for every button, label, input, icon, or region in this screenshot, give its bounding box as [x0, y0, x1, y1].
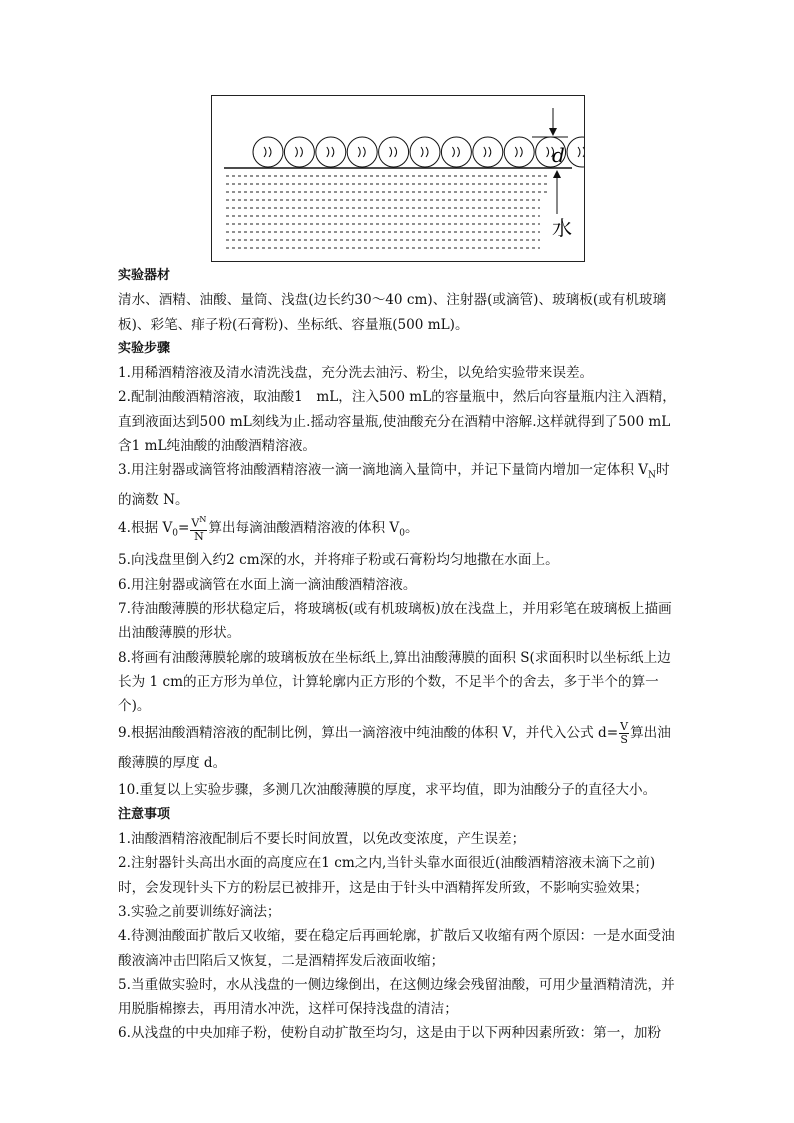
step-2: 2.配制油酸酒精溶液，取油酸1 mL，注入500 mL的容量瓶中，然后向容量瓶内注入酒精，直到液面达到500 mL刻线为止.摇动容量瓶,使油酸充分在酒精中溶解.这样就得到了500 mL含1 mL纯油酸的油酸酒精溶液。: [118, 389, 676, 455]
water-dashed-lines: [226, 176, 550, 248]
oil-molecule: [253, 137, 283, 167]
oil-molecule: [441, 137, 471, 167]
oil-molecule: [347, 137, 377, 167]
step-4-text-2: 算出每滴油酸酒精溶液的体积 V: [208, 519, 400, 536]
step-9-numerator: V: [620, 720, 629, 734]
up-arrow-head: [553, 170, 561, 178]
thickness-label-d: d: [552, 143, 565, 167]
step-9-fraction: [619, 721, 629, 746]
water-label: 水: [552, 216, 572, 240]
note-6: 6.从浅盘的中央加痱子粉，使粉自动扩散至均匀，这是由于以下两种因素所致：第一，加粉: [118, 1025, 662, 1042]
steps-heading: 实验步骤: [118, 340, 171, 356]
oil-molecule: [410, 137, 440, 167]
oil-film-diagram: [211, 95, 585, 262]
document-body: [118, 264, 678, 1046]
step-3-subscript: N: [648, 471, 656, 482]
step-4-text-end: 。: [404, 519, 419, 536]
step-4-equals: =: [178, 519, 190, 536]
note-2: 2.注射器针头高出水面的高度应在1 cm之内,当针头靠水面很近(油酸酒精溶液未滴下之前)时，会发现针头下方的粉层已被排开，这是由于针头中酒精挥发所致，不影响实验效果；: [118, 855, 656, 896]
step-4-denominator: N: [194, 529, 204, 543]
oil-molecule: [567, 137, 584, 167]
step-4-fraction: [190, 514, 207, 543]
oil-molecules: [253, 137, 584, 167]
step-9-text-end: 算出油酸薄膜的厚度 d。: [118, 725, 671, 772]
notes-heading: 注意事项: [118, 806, 171, 822]
step-9: [118, 718, 678, 778]
note-3: 3.实验之前要训练好滴法；: [118, 903, 281, 920]
oil-molecule: [284, 137, 314, 167]
step-4: [118, 513, 678, 549]
oil-molecule: [473, 137, 503, 167]
step-9-denominator: S: [620, 733, 628, 747]
step-4-subscript-2: 0: [399, 528, 405, 539]
step-6: 6.用注射器或滴管在水面上滴一滴油酸酒精溶液。: [118, 576, 417, 593]
step-10: 10.重复以上实验步骤，多测几次油酸薄膜的厚度，求平均值，即为油酸分子的直径大小。: [118, 782, 657, 799]
oil-molecule: [316, 137, 346, 167]
materials-heading: 实验器材: [118, 268, 171, 283]
materials-text: 清水、酒精、油酸、量筒、浅盘(边长约30～40 cm)、注射器(或滴管)、玻璃板(或有机玻璃板)、彩笔、痱子粉(石膏粉)、坐标纸、容量瓶(500 mL)。: [118, 292, 667, 333]
oil-molecule: [504, 137, 534, 167]
step-1: 1.用稀酒精溶液及清水清洗浅盘，充分洗去油污、粉尘，以免给实验带来误差。: [118, 365, 594, 382]
step-7: 7.待油酸薄膜的形状稳定后，将玻璃板(或有机玻璃板)放在浅盘上，并用彩笔在玻璃板上描画出油酸薄膜的形状。: [118, 601, 672, 642]
note-5: 5.当重做实验时，水从浅盘的一侧边缘倒出，在这侧边缘会残留油酸，可用少量酒精清洗，并用脱脂棉擦去，再用清水冲洗，这样可保持浅盘的清洁；: [118, 976, 675, 1018]
oil-molecule: [379, 137, 409, 167]
note-1: 1.油酸酒精溶液配制后不要长时间放置，以免改变浓度，产生误差；: [118, 831, 526, 848]
step-4-text: 4.根据 V: [118, 519, 173, 536]
step-3-text-end: 时的滴数 N。: [118, 462, 670, 509]
down-arrow-head: [549, 128, 557, 136]
step-3-text: 3.用注射器或滴管将油酸酒精溶液一滴一滴地滴入量筒中，并记下量筒内增加一定体积 V: [118, 462, 649, 479]
step-8: 8.将画有油酸薄膜轮廓的玻璃板放在坐标纸上,算出油酸薄膜的面积 S(求面积时以坐标纸上边长为 1 cm的正方形为单位，计算轮廓内正方形的个数，不足半个的舍去，多于半个的算一个)。: [118, 649, 671, 715]
oil-molecule-layer-svg: [212, 96, 584, 261]
step-3: [118, 458, 678, 512]
step-4-subscript: 0: [172, 528, 179, 539]
step-9-text: 9.根据油酸酒精溶液的配制比例，算出一滴溶液中纯油酸的体积 V，并代入公式 d=: [118, 725, 619, 742]
note-4: 4.待测油酸面扩散后又收缩，要在稳定后再画轮廓，扩散后又收缩有两个原因：一是水面受油酸液滴冲击凹陷后又恢复，二是酒精挥发后液面收缩；: [118, 928, 675, 969]
step-4-numerator-index: N: [199, 514, 207, 524]
step-4-numerator: V: [191, 516, 200, 530]
step-5: 5.向浅盘里倒入约2 cm深的水，并将痱子粉或石膏粉均匀地撒在水面上。: [118, 552, 559, 569]
